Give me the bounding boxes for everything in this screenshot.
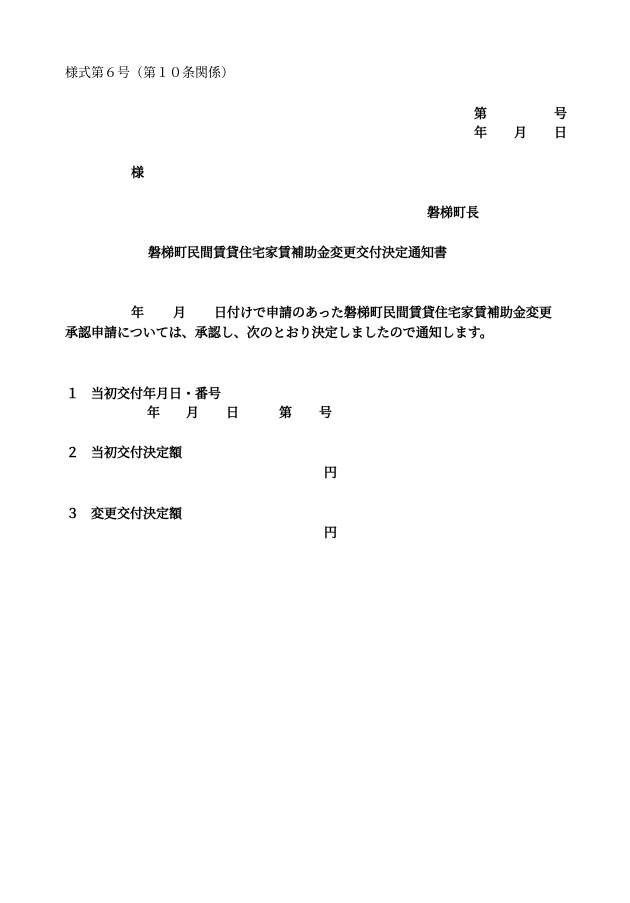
issuer: 磐梯町長 (427, 206, 480, 221)
body-year: 年 (131, 306, 145, 321)
item-3-number: ３ (66, 507, 80, 522)
item-2-label: 当初交付決定額 (91, 446, 183, 461)
item-3-unit: 円 (324, 526, 338, 541)
doc-date-year: 年 (474, 126, 488, 141)
doc-date-month: 月 (514, 126, 528, 141)
body-month: 月 (173, 306, 187, 321)
item-1-month: 月 (186, 406, 200, 421)
item-1-number: １ (66, 387, 80, 402)
item-1-go: 号 (319, 406, 333, 421)
document-title: 磐梯町民間賃貸住宅家賃補助金変更交付決定通知書 (148, 246, 448, 261)
body-line2: 承認申請については、承認し、次のとおり決定しましたので通知します。 (65, 326, 493, 341)
doc-number-dai: 第 (474, 107, 488, 122)
form-label: 様式第６号（第１０条関係） (65, 66, 235, 81)
item-1-day: 日 (226, 406, 240, 421)
item-2-number: ２ (66, 446, 80, 461)
item-1-dai: 第 (279, 406, 293, 421)
item-1-label: 当初交付年月日・番号 (91, 387, 222, 402)
body-line1-rest: 日付けで申請のあった磐梯町民間賃貸住宅家賃補助金変更 (214, 306, 552, 321)
item-1-year: 年 (147, 406, 161, 421)
addressee-suffix: 様 (131, 166, 145, 181)
item-2-unit: 円 (324, 466, 338, 481)
doc-number-go: 号 (554, 107, 568, 122)
item-3-label: 変更交付決定額 (91, 507, 183, 522)
doc-date-day: 日 (554, 126, 568, 141)
